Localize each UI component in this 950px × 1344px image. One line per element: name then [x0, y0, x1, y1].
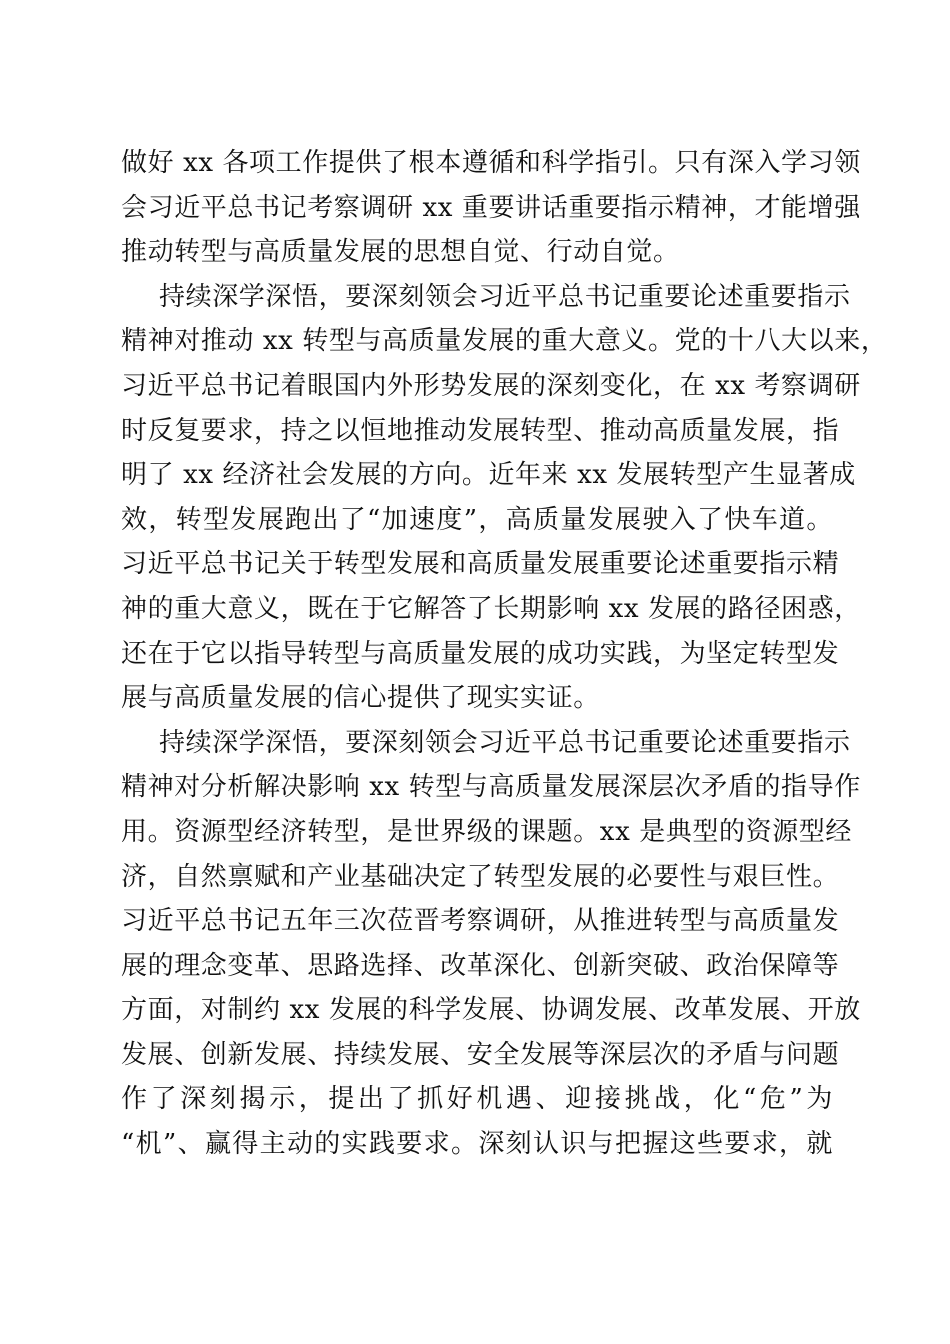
text-line: 济，自然禀赋和产业基础决定了转型发展的必要性与艰巨性。: [121, 861, 840, 892]
text-line: 发展、创新发展、持续发展、安全发展等深层次的矛盾与问题: [121, 1039, 840, 1070]
text-line: 展与高质量发展的信心提供了现实实证。: [121, 683, 600, 714]
text-line: 推动转型与高质量发展的思想自觉、行动自觉。: [121, 237, 680, 268]
paragraph-1: [121, 141, 861, 275]
text-line: 还在于它以指导转型与高质量发展的成功实践，为坚定转型发: [121, 638, 840, 669]
text-line: 神的重大意义，既在于它解答了长期影响 xx 发展的路径困惑，: [121, 593, 861, 624]
paragraph-3: [121, 721, 861, 1167]
text-line: 时反复要求，持之以恒地推动发展转型、推动高质量发展，指: [121, 415, 840, 446]
text-line: 习近平总书记关于转型发展和高质量发展重要论述重要指示精: [121, 549, 840, 580]
text-line: 持续深学深悟，要深刻领会习近平总书记重要论述重要指示: [159, 281, 851, 312]
text-line: 习近平总书记五年三次莅晋考察调研，从推进转型与高质量发: [121, 906, 840, 937]
text-line: 精神对分析解决影响 xx 转型与高质量发展深层次矛盾的指导作: [121, 772, 861, 803]
text-line: 做好 xx 各项工作提供了根本遵循和科学指引。只有深入学习领: [121, 148, 861, 178]
text-line: 持续深学深悟，要深刻领会习近平总书记重要论述重要指示: [159, 727, 851, 758]
text-line: 明了 xx 经济社会发展的方向。近年来 xx 发展转型产生显著成: [121, 460, 856, 491]
text-line: 会习近平总书记考察调研 xx 重要讲话重要指示精神，才能增强: [121, 192, 861, 223]
text-line: 方面，对制约 xx 发展的科学发展、协调发展、改革发展、开放: [121, 995, 861, 1026]
text-line: 精神对推动 xx 转型与高质量发展的重大意义。党的十八大以来，: [121, 326, 888, 357]
text-line: “机”、赢得主动的实践要求。深刻认识与把握这些要求，就: [121, 1129, 833, 1160]
text-line: 作了深刻揭示，提出了抓好机遇、迎接挑战，化“危”为: [121, 1084, 833, 1115]
text-line: 展的理念变革、思路选择、改革深化、创新突破、政治保障等: [121, 950, 840, 981]
text-line: 用。资源型经济转型，是世界级的课题。xx 是典型的资源型经: [121, 816, 852, 847]
body-text: [121, 141, 888, 1167]
text-line: 习近平总书记着眼国内外形势发展的深刻变化，在 xx 考察调研: [121, 370, 861, 401]
text-line: 效，转型发展跑出了“加速度”，高质量发展驶入了快车道。: [121, 504, 833, 535]
paragraph-2: [121, 275, 888, 721]
